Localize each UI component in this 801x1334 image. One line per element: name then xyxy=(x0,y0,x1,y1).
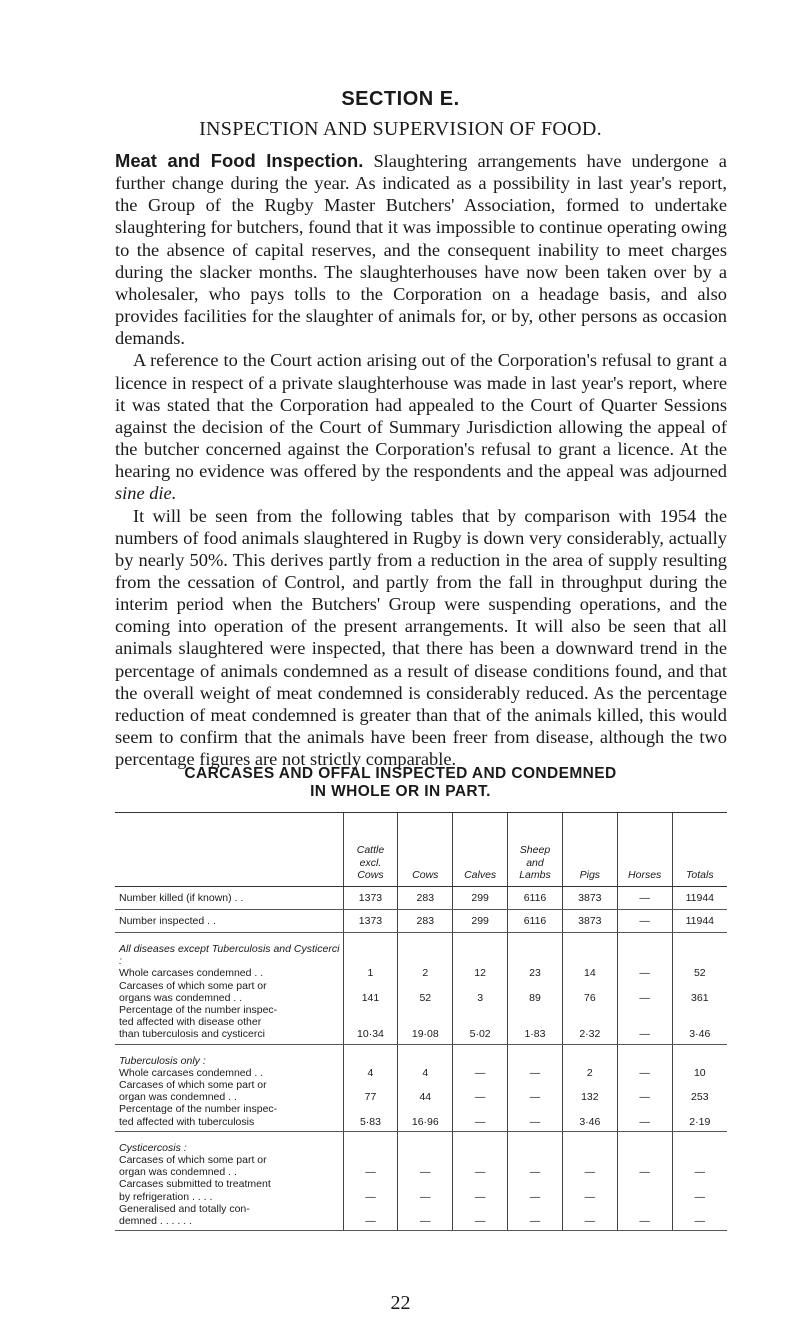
cell-totals-blank xyxy=(672,933,727,968)
section-subtitle: INSPECTION AND SUPERVISION OF FOOD. xyxy=(199,118,602,140)
cell-sheep: 89 xyxy=(508,980,563,1004)
table-title-line-2: IN WHOLE OR IN PART. xyxy=(310,783,491,800)
cell-pigs: 2 xyxy=(562,1067,617,1079)
cell-calves-blank xyxy=(453,1131,508,1154)
row-label-line: Carcases submitted to treatment xyxy=(119,1178,271,1191)
row-label-line: Carcases of which some part or xyxy=(119,1079,267,1092)
cell-cattle-blank xyxy=(343,1044,398,1067)
cell-horses: — xyxy=(617,967,672,979)
row-label xyxy=(115,1178,343,1202)
table-body xyxy=(115,887,727,1231)
cell-totals: — xyxy=(672,1203,727,1231)
cell-cattle: 4 xyxy=(343,1067,398,1079)
cell-calves: — xyxy=(453,1079,508,1103)
cell-pigs: — xyxy=(562,1178,617,1202)
cell-horses: — xyxy=(617,887,672,910)
cell-totals: 52 xyxy=(672,967,727,979)
row-label-line: Whole carcases condemned . . xyxy=(119,967,264,980)
cell-cows: 283 xyxy=(398,910,453,933)
cell-cows: 52 xyxy=(398,980,453,1004)
cell-pigs: — xyxy=(562,1203,617,1231)
row-label: Number inspected . . xyxy=(115,910,343,933)
cell-sheep-blank xyxy=(508,933,563,968)
cell-cattle: 5·83 xyxy=(343,1103,398,1131)
row-label xyxy=(115,1154,343,1178)
table-row-cysticercosis-1 xyxy=(115,1178,727,1202)
row-label-line: Percentage of the number inspec- xyxy=(119,1103,278,1116)
cell-cows: 283 xyxy=(398,887,453,910)
cell-sheep-blank xyxy=(508,1131,563,1154)
cell-sheep: — xyxy=(508,1079,563,1103)
group-heading-cysticercosis xyxy=(115,1131,343,1154)
cell-calves: 12 xyxy=(453,967,508,979)
cell-calves: 3 xyxy=(453,980,508,1004)
cell-sheep: — xyxy=(508,1154,563,1178)
cell-calves-blank xyxy=(453,933,508,968)
cell-sheep: — xyxy=(508,1178,563,1202)
cell-sheep: 23 xyxy=(508,967,563,979)
table-row-tuberculosis-0 xyxy=(115,1067,727,1079)
cell-calves: — xyxy=(453,1103,508,1131)
table-row-cysticercosis-2 xyxy=(115,1203,727,1231)
cell-pigs: 2·32 xyxy=(562,1004,617,1044)
cell-cattle: 77 xyxy=(343,1079,398,1103)
row-label xyxy=(115,1067,343,1079)
header-horses: Horses xyxy=(617,813,672,887)
cell-cows: 44 xyxy=(398,1079,453,1103)
row-label-line: Carcases of which some part or xyxy=(119,1154,267,1167)
cell-horses: — xyxy=(617,1203,672,1231)
row-label xyxy=(115,1079,343,1103)
group-heading-tuberculosis xyxy=(115,1044,343,1067)
cell-pigs: — xyxy=(562,1154,617,1178)
header-sheep-line-1: Sheep xyxy=(519,844,551,857)
row-label xyxy=(115,967,343,979)
cell-totals: — xyxy=(672,1154,727,1178)
table-row-all-diseases-2 xyxy=(115,1004,727,1044)
cell-horses-blank xyxy=(617,1044,672,1067)
row-label-line: ted affected with tuberculosis xyxy=(119,1115,255,1128)
cell-pigs: 14 xyxy=(562,967,617,979)
cell-totals: 2·19 xyxy=(672,1103,727,1131)
cell-horses: — xyxy=(617,1154,672,1178)
row-label-line: Percentage of the number inspec- xyxy=(119,1004,278,1017)
cell-sheep: 6116 xyxy=(508,887,563,910)
cell-calves: — xyxy=(453,1178,508,1202)
row-label-line: than tuberculosis and cysticerci xyxy=(119,1028,265,1041)
row-label-line: ted affected with disease other xyxy=(119,1016,262,1029)
table-header-row xyxy=(115,813,727,887)
cell-sheep: 6116 xyxy=(508,910,563,933)
cell-pigs: 3873 xyxy=(562,910,617,933)
row-label xyxy=(115,1103,343,1131)
table-row-all-diseases-1 xyxy=(115,980,727,1004)
cell-totals: 11944 xyxy=(672,887,727,910)
cell-cattle: 141 xyxy=(343,980,398,1004)
paragraph-3 xyxy=(115,505,727,771)
table-row-killed xyxy=(115,887,727,910)
cell-totals: 253 xyxy=(672,1079,727,1103)
header-calves: Calves xyxy=(453,813,508,887)
cell-cows-blank xyxy=(398,1044,453,1067)
cell-cattle: 10·34 xyxy=(343,1004,398,1044)
cell-cows: 4 xyxy=(398,1067,453,1079)
cell-cows: 16·96 xyxy=(398,1103,453,1131)
row-label-line: organ was condemned . . xyxy=(119,1166,237,1179)
cell-sheep-blank xyxy=(508,1044,563,1067)
cell-horses: — xyxy=(617,1103,672,1131)
cell-pigs-blank xyxy=(562,1131,617,1154)
cell-totals: 361 xyxy=(672,980,727,1004)
cell-pigs: 3·46 xyxy=(562,1103,617,1131)
cell-horses xyxy=(617,1178,672,1202)
cell-cattle: 1 xyxy=(343,967,398,979)
cell-horses-blank xyxy=(617,1131,672,1154)
cell-totals: — xyxy=(672,1178,727,1202)
table-row-tuberculosis-2 xyxy=(115,1103,727,1131)
paragraph-2 xyxy=(115,349,727,504)
cell-calves: 299 xyxy=(453,910,508,933)
row-label-line: Carcases of which some part or xyxy=(119,979,267,992)
row-label: Number killed (if known) . . xyxy=(115,887,343,910)
header-sheep-line-3: Lambs xyxy=(519,868,551,881)
group-heading-all-diseases xyxy=(115,933,343,968)
header-cows: Cows xyxy=(398,813,453,887)
cell-cows-blank xyxy=(398,933,453,968)
cell-horses-blank xyxy=(617,933,672,968)
table-row-inspected xyxy=(115,910,727,933)
group-heading-text: All diseases except Tuberculosis and Cysticerci : xyxy=(119,943,340,968)
paragraph-2-text: A reference to the Court action arising out of the Corporation's refusal to grant a licence in respect of a private slaughterhouse was made in last year's report, where it was stated that the Corporation had appealed to the Court of Quarter Sessions against the decision of the Court of Summary Jurisdiction allowing the appeal of the butcher concerned against the Corporation's refusal to grant a licence. At the hearing no evidence was offered by the respondents and the appeal was adjourned xyxy=(115,350,727,482)
paragraph-1 xyxy=(115,150,727,349)
cell-calves: — xyxy=(453,1203,508,1231)
cell-totals: 3·46 xyxy=(672,1004,727,1044)
row-label-line: organ was condemned . . xyxy=(119,1091,237,1104)
header-pigs: Pigs xyxy=(562,813,617,887)
cell-horses: — xyxy=(617,1004,672,1044)
cell-totals-blank xyxy=(672,1044,727,1067)
cell-totals: 11944 xyxy=(672,910,727,933)
cell-sheep: — xyxy=(508,1067,563,1079)
group-heading-row-cysticercosis xyxy=(115,1131,727,1154)
cell-sheep: 1·83 xyxy=(508,1004,563,1044)
cell-calves-blank xyxy=(453,1044,508,1067)
paragraph-1-text: Slaughtering arrangements have undergone a further change during the year. As indicated as a possibility in last year's report, the Group of the Rugby Master Butchers' Association, formed to undertake slaughtering for butchers, found that it was impossible to continue operating owing to the absence of capital reserves, and the consequent inability to meet charges during the slacker months. The slaughterhouses have now been taken over by a wholesaler, who pays tolls to the Corporation on a headage basis, and also provides facilities for the slaughter of animals for, or by, other persons as occasion demands. xyxy=(115,151,727,349)
cell-sheep: — xyxy=(508,1103,563,1131)
cell-totals-blank xyxy=(672,1131,727,1154)
cell-cattle: 1373 xyxy=(343,910,398,933)
cell-calves: — xyxy=(453,1154,508,1178)
header-cattle-line-1: Cattle xyxy=(356,844,385,857)
cell-cows: — xyxy=(398,1178,453,1202)
row-label xyxy=(115,1004,343,1044)
cell-calves: — xyxy=(453,1067,508,1079)
table-row-tuberculosis-1 xyxy=(115,1079,727,1103)
header-cattle xyxy=(343,813,398,887)
header-cattle-line-3: Cows xyxy=(357,868,384,881)
cell-cows-blank xyxy=(398,1131,453,1154)
cell-cows: — xyxy=(398,1154,453,1178)
group-heading-text: Tuberculosis only : xyxy=(119,1054,206,1067)
paragraph-lead-heading: Meat and Food Inspection. xyxy=(115,150,364,171)
cell-sheep: — xyxy=(508,1203,563,1231)
row-label-line: by refrigeration . . . . xyxy=(119,1190,213,1203)
cell-cows: 2 xyxy=(398,967,453,979)
group-heading-row-all-diseases xyxy=(115,933,727,968)
cell-pigs: 132 xyxy=(562,1079,617,1103)
cell-calves: 299 xyxy=(453,887,508,910)
header-blank xyxy=(115,813,343,887)
cell-cattle: — xyxy=(343,1154,398,1178)
cell-horses: — xyxy=(617,1067,672,1079)
cell-horses: — xyxy=(617,1079,672,1103)
cell-pigs-blank xyxy=(562,1044,617,1067)
row-label-line: Whole carcases condemned . . xyxy=(119,1066,264,1079)
header-sheep-line-2: and xyxy=(526,856,544,869)
header-cattle-line-2: excl. xyxy=(359,856,382,869)
table-title xyxy=(0,765,801,801)
cell-horses: — xyxy=(617,910,672,933)
cell-pigs: 76 xyxy=(562,980,617,1004)
cell-cattle: — xyxy=(343,1203,398,1231)
cell-pigs-blank xyxy=(562,933,617,968)
cell-pigs: 3873 xyxy=(562,887,617,910)
latin-phrase: sine die. xyxy=(115,483,177,504)
paragraph-3-text: It will be seen from the following tables that by comparison with 1954 the numbers of food animals slaughtered in Rugby is down very considerably, actually by nearly 50%. This derives partly from a reduction in the area of supply resulting from the cessation of Control, and partly from the fall in throughput during the interim period when the Butchers' Group were suspending operations, and the coming into operation of the present arrangements. It will also be seen that all animals slaughtered were inspected, that there has been a downward trend in the percentage of animals condemned as a result of disease conditions found, and that the overall weight of meat condemned is considerably reduced. As the percentage reduction of meat condemned is greater than that of the animals killed, this would seem to confirm that the animals have been freer from disease, although the two percentage figures are not strictly comparable. xyxy=(115,505,727,770)
row-label xyxy=(115,1203,343,1231)
group-heading-row-tuberculosis xyxy=(115,1044,727,1067)
inspection-table xyxy=(115,812,727,1231)
row-label-line: Generalised and totally con- xyxy=(119,1202,250,1215)
header-sheep xyxy=(508,813,563,887)
cell-cattle-blank xyxy=(343,933,398,968)
cell-cattle-blank xyxy=(343,1131,398,1154)
section-heading: SECTION E. xyxy=(341,88,460,110)
cell-cows: — xyxy=(398,1203,453,1231)
cell-cows: 19·08 xyxy=(398,1004,453,1044)
body-text xyxy=(115,150,727,770)
group-heading-text: Cysticercosis : xyxy=(119,1141,187,1154)
row-label-line: demned . . . . . . xyxy=(119,1215,192,1228)
table-row-cysticercosis-0 xyxy=(115,1154,727,1178)
cell-totals: 10 xyxy=(672,1067,727,1079)
cell-cattle: 1373 xyxy=(343,887,398,910)
row-label-line: organs was condemned . . xyxy=(119,991,243,1004)
table-row-all-diseases-0 xyxy=(115,967,727,979)
header-totals: Totals xyxy=(672,813,727,887)
cell-calves: 5·02 xyxy=(453,1004,508,1044)
table-title-line-1: CARCASES AND OFFAL INSPECTED AND CONDEMNED xyxy=(184,765,617,782)
row-label xyxy=(115,980,343,1004)
cell-horses: — xyxy=(617,980,672,1004)
cell-cattle: — xyxy=(343,1178,398,1202)
page-number: 22 xyxy=(390,1292,411,1314)
